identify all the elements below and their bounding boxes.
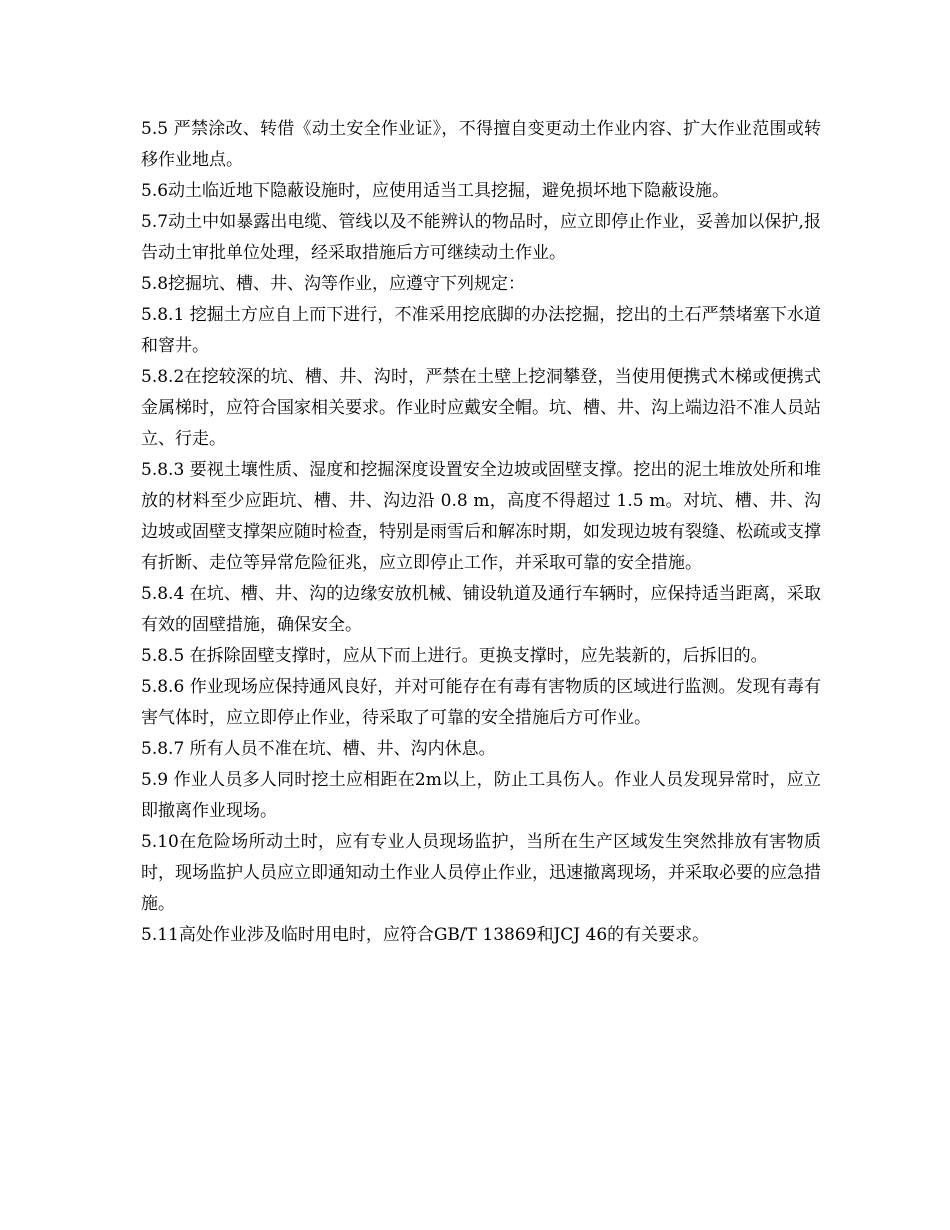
paragraph-5-8-7: 5.8.7 所有人员不准在坑、槽、井、沟内休息。 bbox=[141, 739, 496, 759]
paragraph-5-5: 5.5 严禁涂改、转借《动土安全作业证》，不得擅自变更动土作业内容、扩大作业范围或转移作业地点。 bbox=[141, 119, 821, 170]
paragraph-5-8-5: 5.8.5 在拆除固壁支撑时，应从下而上进行。更换支撑时，应先装新的，后拆旧的。 bbox=[141, 646, 768, 666]
paragraph-5-8-6: 5.8.6 作业现场应保持通风良好，并对可能存在有毒有害物质的区域进行监测。发现有毒有害气体时，应立即停止作业，待采取了可靠的安全措施后方可作业。 bbox=[141, 677, 821, 728]
paragraph-5-11: 5.11高处作业涉及临时用电时，应符合GB/T 13869和JCJ 46的有关要求。 bbox=[141, 925, 710, 945]
paragraph-5-8-1: 5.8.1 挖掘土方应自上而下进行，不准采用挖底脚的办法挖掘，挖出的土石严禁堵塞下水道和窨井。 bbox=[141, 305, 821, 356]
document-body bbox=[141, 114, 821, 951]
paragraph-5-8-3: 5.8.3 要视土壤性质、湿度和挖掘深度设置安全边坡或固壁支撑。挖出的泥土堆放处所和堆放的材料至少应距坑、槽、井、沟边沿 0.8 m，高度不得超过 1.5 m。对坑、槽、井、沟边坡或固壁支撑架应随时检查，特别是雨雪后和解冻时期，如发现边坡有裂缝、松疏或支撑有折断、走位等异常危险征兆，应立即停止工作，并采取可靠的安全措施。 bbox=[141, 460, 821, 573]
paragraph-5-8-4: 5.8.4 在坑、槽、井、沟的边缘安放机械、铺设轨道及通行车辆时，应保持适当距离，采取有效的固壁措施，确保安全。 bbox=[141, 584, 821, 635]
paragraph-5-10: 5.10在危险场所动土时，应有专业人员现场监护，当所在生产区域发生突然排放有害物质时，现场监护人员应立即通知动土作业人员停止作业，迅速撤离现场，并采取必要的应急措施。 bbox=[141, 832, 821, 914]
paragraph-5-8: 5.8挖掘坑、槽、井、沟等作业，应遵守下列规定： bbox=[141, 274, 526, 294]
paragraph-5-6: 5.6动土临近地下隐蔽设施时，应使用适当工具挖掘，避免损坏地下隐蔽设施。 bbox=[141, 181, 730, 201]
paragraph-5-8-2: 5.8.2在挖较深的坑、槽、井、沟时，严禁在土壁上挖洞攀登，当使用便携式木梯或便携式金属梯时，应符合国家相关要求。作业时应戴安全帽。坑、槽、井、沟上端边沿不准人员站立、行走。 bbox=[141, 367, 821, 449]
paragraph-5-7: 5.7动土中如暴露出电缆、管线以及不能辨认的物品时，应立即停止作业，妥善加以保护,报告动土审批单位处理，经采取措施后方可继续动土作业。 bbox=[141, 212, 821, 263]
paragraph-5-9: 5.9 作业人员多人同时挖土应相距在2m以上，防止工具伤人。作业人员发现异常时，应立即撤离作业现场。 bbox=[141, 770, 821, 821]
